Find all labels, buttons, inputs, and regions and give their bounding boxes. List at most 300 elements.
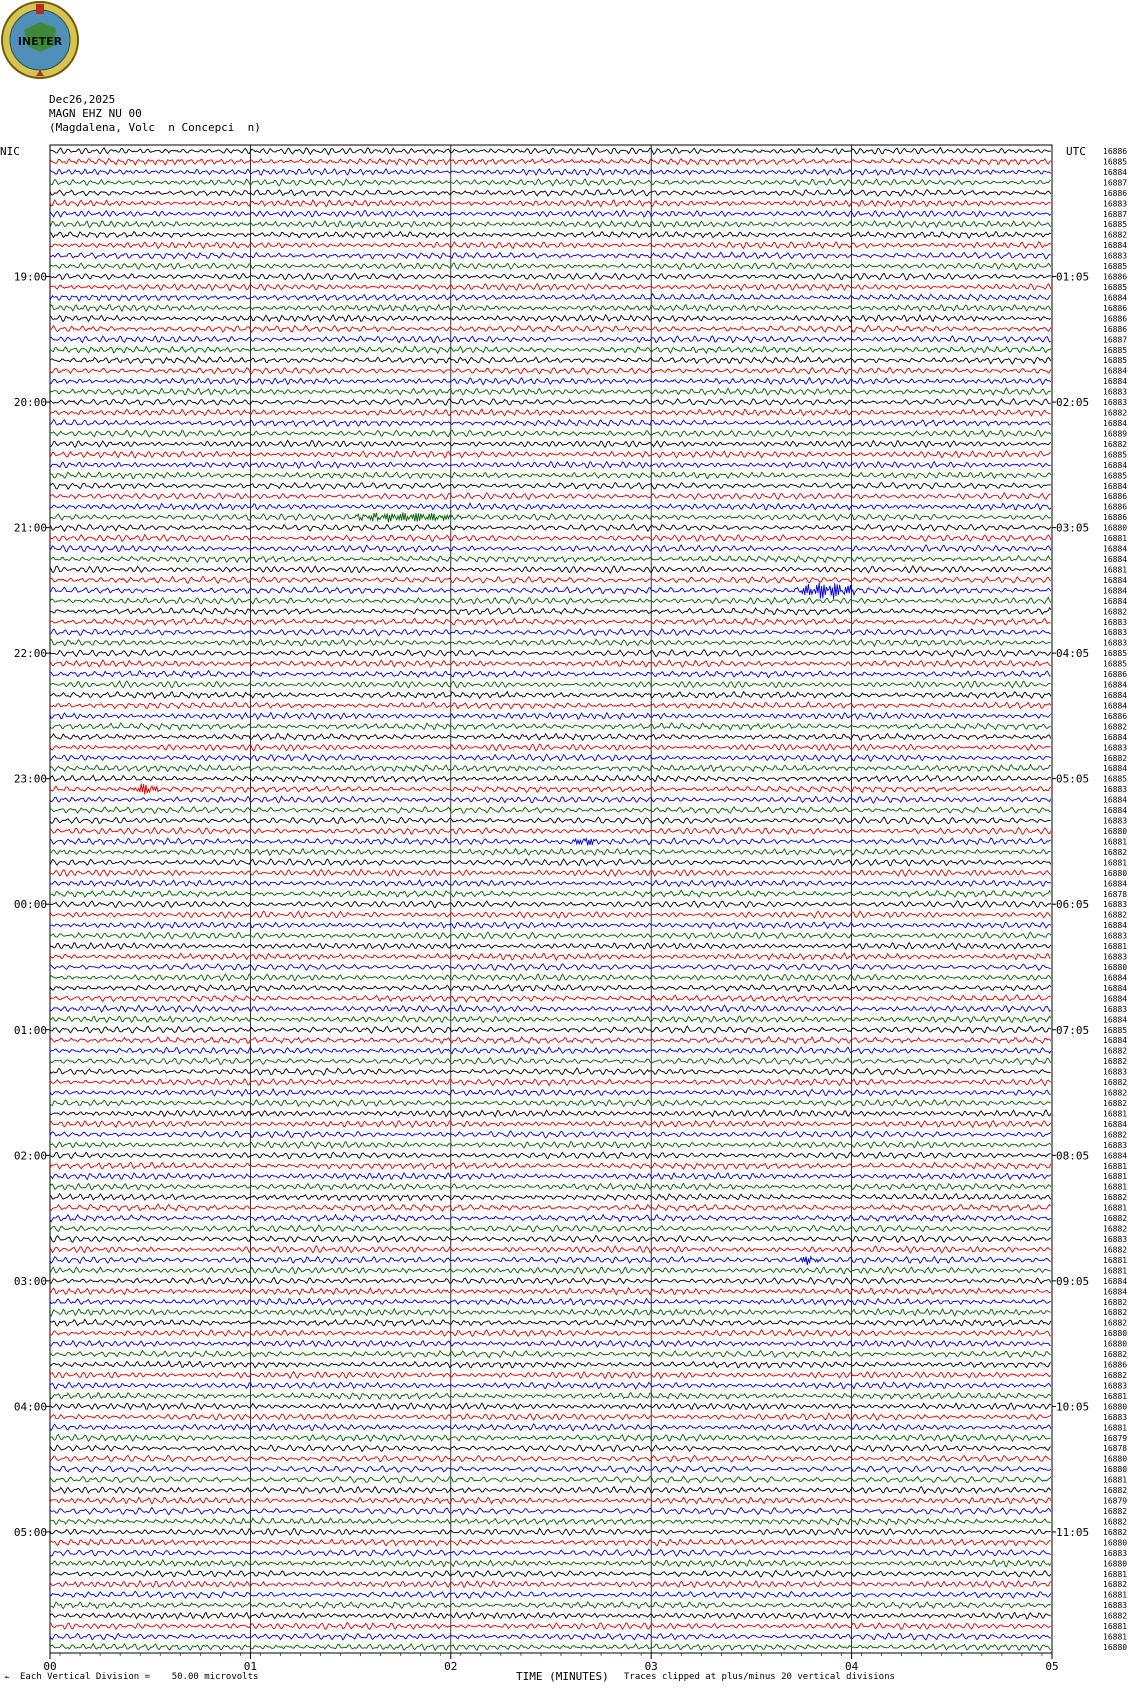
trace-line (50, 639, 1051, 646)
trace-value-label: 16882 (1103, 847, 1128, 857)
trace-value-label: 16882 (1103, 1130, 1128, 1140)
trace-line (50, 451, 1051, 458)
trace-value-label: 16881 (1103, 565, 1128, 575)
left-hour-label: 00:00 (13, 898, 47, 912)
trace-value-label: 16886 (1103, 314, 1128, 324)
trace-value-label: 16882 (1103, 1099, 1128, 1108)
trace-line (50, 1591, 1051, 1598)
trace-line (50, 1424, 1051, 1431)
trace-line (50, 583, 1051, 600)
location-label: (Magdalena, Volc n Concepci n) (49, 121, 261, 134)
scale-icon: ⌁ (4, 1673, 10, 1683)
trace-value-label: 16881 (1103, 1109, 1128, 1119)
trace-line (50, 922, 1051, 929)
trace-line (50, 828, 1051, 835)
trace-value-label: 16882 (1103, 910, 1128, 920)
trace-value-label: 16884 (1103, 481, 1128, 491)
trace-line (50, 179, 1051, 186)
trace-line (50, 1445, 1051, 1452)
trace-line (50, 1487, 1051, 1494)
trace-value-label: 16886 (1103, 188, 1128, 198)
trace-line (50, 1100, 1051, 1107)
trace-line (50, 784, 1051, 795)
trace-line (50, 305, 1051, 312)
trace-line (50, 1110, 1051, 1117)
trace-value-label: 16887 (1103, 209, 1128, 219)
trace-line (50, 1214, 1051, 1221)
station-label: MAGN EHZ NU 00 (49, 107, 142, 120)
right-hour-label: 04:05 (1056, 647, 1090, 661)
trace-line (50, 1152, 1051, 1159)
trace-line (50, 1434, 1051, 1441)
trace-line (50, 849, 1051, 856)
trace-line (50, 1026, 1051, 1033)
trace-line (50, 399, 1051, 406)
trace-value-label: 16883 (1103, 1548, 1128, 1558)
trace-value-label: 16882 (1103, 1224, 1128, 1234)
trace-value-label: 16884 (1103, 680, 1128, 690)
trace-line (50, 440, 1051, 447)
trace-value-label: 16880 (1103, 523, 1128, 533)
trace-value-label: 16885 (1103, 283, 1128, 292)
trace-line (50, 556, 1051, 563)
trace-value-label: 16881 (1103, 1622, 1128, 1632)
trace-value-label: 16884 (1103, 1151, 1128, 1161)
trace-line (50, 880, 1051, 887)
trace-value-label: 16883 (1103, 387, 1128, 397)
trace-line (50, 1361, 1051, 1368)
trace-line (50, 712, 1051, 719)
trace-value-label: 16883 (1103, 1140, 1128, 1150)
trace-value-label: 16880 (1103, 1643, 1128, 1652)
trace-value-label: 16885 (1103, 157, 1128, 167)
trace-line (50, 1298, 1051, 1305)
trace-value-label: 16881 (1103, 1475, 1128, 1485)
trace-line (50, 1058, 1051, 1065)
trace-line (50, 1549, 1051, 1556)
trace-line (50, 1162, 1051, 1169)
trace-value-label: 16880 (1103, 868, 1128, 878)
trace-value-label: 16884 (1103, 795, 1128, 805)
trace-line (50, 1225, 1051, 1232)
trace-line (50, 252, 1051, 259)
trace-line (50, 158, 1051, 165)
trace-value-label: 16886 (1103, 492, 1128, 502)
trace-line (50, 869, 1051, 876)
trace-value-label: 16881 (1103, 1569, 1128, 1579)
trace-line (50, 953, 1051, 960)
trace-line (50, 1392, 1051, 1399)
seismic-traces (50, 148, 1051, 1651)
left-hour-label: 22:00 (13, 647, 47, 661)
trace-line (50, 1037, 1051, 1044)
trace-value-label: 16882 (1103, 1350, 1128, 1360)
trace-line (50, 512, 1051, 522)
trace-line (50, 1330, 1051, 1337)
trace-value-label: 16882 (1103, 753, 1128, 763)
trace-line (50, 733, 1051, 740)
right-hour-label: 03:05 (1056, 521, 1090, 535)
trace-line (50, 723, 1051, 730)
trace-line (50, 1612, 1051, 1619)
trace-value-label: 16883 (1103, 1235, 1128, 1244)
trace-value-label: 16880 (1103, 1329, 1128, 1339)
trace-line (50, 1476, 1051, 1483)
trace-line (50, 660, 1051, 667)
trace-line (50, 1633, 1051, 1640)
left-hour-label: 20:00 (13, 396, 47, 410)
trace-value-label: 16884 (1103, 544, 1128, 554)
trace-value-label: 16883 (1103, 1381, 1128, 1391)
trace-value-label: 16885 (1103, 220, 1128, 230)
trace-line (50, 1288, 1051, 1295)
trace-value-label: 16882 (1103, 1580, 1128, 1590)
trace-line (50, 336, 1051, 343)
trace-line (50, 368, 1051, 374)
trace-value-label: 16880 (1103, 1454, 1128, 1464)
trace-value-label: 16881 (1103, 942, 1128, 952)
right-hour-label: 11:05 (1056, 1525, 1090, 1539)
trace-value-label: 16883 (1103, 628, 1128, 638)
trace-line (50, 1372, 1051, 1379)
trace-value-label: 16884 (1103, 691, 1128, 700)
trace-value-label: 16884 (1103, 879, 1128, 889)
right-hour-label: 07:05 (1056, 1023, 1090, 1037)
trace-value-label: 16882 (1103, 1245, 1128, 1255)
x-axis-title: TIME (MINUTES) (516, 1670, 609, 1683)
trace-line (50, 210, 1051, 217)
trace-line (50, 566, 1051, 573)
trace-line (50, 964, 1051, 971)
trace-line (50, 221, 1051, 228)
trace-line (50, 1068, 1051, 1075)
right-hour-label: 01:05 (1056, 270, 1090, 284)
trace-value-label: 16881 (1103, 1255, 1128, 1265)
trace-value-label: 16883 (1103, 785, 1128, 795)
trace-line (50, 1089, 1051, 1096)
trace-value-label: 16884 (1103, 701, 1128, 711)
trace-value-label: 16878 (1103, 889, 1128, 899)
trace-line (50, 744, 1051, 751)
trace-line (50, 671, 1051, 678)
trace-value-label: 16886 (1103, 272, 1128, 282)
trace-value-label: 16882 (1103, 230, 1128, 240)
trace-value-label: 16884 (1103, 377, 1128, 387)
svg-text:INETER: INETER (17, 35, 63, 48)
trace-line (50, 232, 1051, 239)
trace-value-label: 16882 (1103, 439, 1128, 449)
trace-line (50, 702, 1051, 709)
trace-value-label: 16884 (1103, 994, 1128, 1004)
trace-line (50, 325, 1051, 332)
trace-line (50, 1340, 1051, 1347)
trace-value-label: 16882 (1103, 1318, 1128, 1328)
trace-line (50, 1141, 1051, 1148)
trace-line (50, 796, 1051, 803)
trace-value-label: 16884 (1103, 1036, 1128, 1046)
trace-line (50, 1121, 1051, 1128)
trace-value-label: 16884 (1103, 366, 1128, 376)
trace-value-label: 16881 (1103, 1632, 1128, 1642)
trace-line (50, 1622, 1051, 1629)
x-tick-label: 03 (644, 1660, 658, 1673)
trace-line (50, 1173, 1051, 1180)
trace-value-label: 16885 (1103, 262, 1128, 272)
trace-line (50, 943, 1051, 950)
trace-value-label: 16884 (1103, 596, 1128, 606)
trace-value-label: 16884 (1103, 1119, 1128, 1129)
x-tick-label: 02 (444, 1660, 458, 1673)
trace-line (50, 189, 1051, 196)
trace-line (50, 535, 1051, 542)
trace-value-label: 16880 (1103, 827, 1128, 836)
trace-value-label: 16885 (1103, 345, 1128, 355)
trace-value-label: 16881 (1103, 534, 1128, 544)
trace-value-label: 16879 (1103, 1496, 1128, 1506)
x-tick-label: 00 (43, 1660, 57, 1673)
trace-line (50, 1382, 1051, 1389)
trace-line (50, 1560, 1051, 1567)
trace-value-label: 16883 (1103, 743, 1128, 753)
trace-line (50, 420, 1051, 427)
trace-line (50, 1246, 1051, 1253)
trace-line (50, 1319, 1051, 1326)
trace-value-label: 16884 (1103, 921, 1128, 931)
trace-value-label: 16886 (1103, 711, 1128, 721)
trace-line (50, 629, 1051, 636)
right-hour-label: 10:05 (1056, 1400, 1090, 1414)
trace-value-label: 16882 (1103, 1486, 1128, 1496)
trace-value-label: 16881 (1103, 1203, 1128, 1213)
trace-line (50, 1131, 1051, 1138)
trace-line (50, 315, 1051, 322)
trace-value-label: 16887 (1103, 178, 1128, 188)
trace-value-label: 16885 (1103, 649, 1128, 659)
trace-line (50, 817, 1051, 824)
trace-value-label: 16883 (1103, 931, 1128, 941)
left-hour-label: 21:00 (13, 521, 47, 535)
trace-value-label: 16885 (1103, 774, 1128, 784)
trace-line (50, 576, 1051, 583)
trace-value-label: 16886 (1103, 324, 1128, 334)
left-hour-label: 05:00 (13, 1525, 47, 1539)
trace-value-label: 16884 (1103, 806, 1128, 816)
trace-value-label: 16880 (1103, 1402, 1128, 1412)
trace-line (50, 294, 1051, 301)
trace-line (50, 1528, 1051, 1535)
trace-value-label: 16882 (1103, 1078, 1128, 1088)
trace-line (50, 378, 1051, 385)
trace-line (50, 545, 1051, 552)
trace-line (50, 995, 1051, 1002)
x-tick-label: 01 (243, 1660, 258, 1673)
trace-value-label: 16884 (1103, 1287, 1128, 1297)
trace-value-label: 16883 (1103, 1004, 1128, 1014)
trace-value-label: 16885 (1103, 450, 1128, 460)
trace-value-label: 16884 (1103, 732, 1128, 742)
trace-line (50, 890, 1051, 897)
right-hour-label: 08:05 (1056, 1149, 1090, 1163)
trace-line (50, 1602, 1051, 1609)
trace-line (50, 273, 1051, 280)
trace-line (50, 974, 1051, 981)
trace-value-label: 16884 (1103, 1276, 1128, 1286)
trace-line (50, 775, 1051, 782)
left-hour-label: 23:00 (13, 772, 47, 786)
trace-value-label: 16882 (1103, 1527, 1128, 1537)
trace-value-label: 16881 (1103, 858, 1128, 868)
trace-line (50, 692, 1051, 699)
trace-value-label: 16885 (1103, 471, 1128, 481)
trace-line (50, 1235, 1051, 1242)
trace-line (50, 472, 1051, 479)
trace-line (50, 1644, 1051, 1651)
trace-line (50, 1079, 1051, 1086)
trace-line (50, 608, 1051, 615)
trace-line (50, 1278, 1051, 1285)
left-hour-label: 02:00 (13, 1149, 47, 1163)
trace-value-label: 16878 (1103, 1444, 1128, 1454)
trace-value-label: 16882 (1103, 1088, 1128, 1098)
trace-value-label: 16885 (1103, 1025, 1128, 1035)
right-hour-label: 06:05 (1056, 898, 1090, 912)
left-axis-title: NIC (0, 145, 20, 158)
trace-value-label: 16882 (1103, 1297, 1128, 1307)
x-tick-label: 05 (1045, 1660, 1059, 1673)
trace-value-label: 16881 (1103, 837, 1128, 847)
trace-value-label: 16884 (1103, 1015, 1128, 1025)
right-hour-label: 02:05 (1056, 396, 1090, 410)
trace-line (50, 1507, 1051, 1514)
trace-value-label: 16882 (1103, 1193, 1128, 1203)
trace-line (50, 765, 1051, 772)
trace-value-label: 16886 (1103, 670, 1128, 680)
left-hour-label: 01:00 (13, 1023, 47, 1037)
trace-value-label: 16881 (1103, 1391, 1128, 1401)
trace-value-label: 16880 (1103, 1465, 1128, 1475)
trace-value-label: 16882 (1103, 1371, 1128, 1380)
trace-line (50, 618, 1051, 625)
x-tick-label: 04 (844, 1660, 859, 1673)
trace-value-label: 16880 (1103, 1559, 1128, 1569)
trace-value-label: 16882 (1103, 607, 1128, 617)
right-hour-label: 05:05 (1056, 772, 1090, 786)
trace-line (50, 1309, 1051, 1316)
clip-note: Traces clipped at plus/minus 20 vertical divisions (624, 1672, 895, 1682)
trace-value-label: 16883 (1103, 251, 1128, 261)
scale-note: Each Vertical Division = 50.00 microvolts (20, 1672, 259, 1682)
trace-value-label: 16884 (1103, 575, 1128, 585)
trace-line (50, 346, 1051, 353)
trace-line (50, 388, 1051, 395)
trace-value-label: 16883 (1103, 1412, 1128, 1422)
trace-value-label: 16882 (1103, 1214, 1128, 1224)
trace-value-label: 16881 (1103, 1182, 1128, 1192)
trace-line (50, 524, 1051, 531)
trace-value-label: 16885 (1103, 356, 1128, 366)
trace-value-label: 16883 (1103, 1601, 1128, 1611)
trace-value-label: 16883 (1103, 199, 1128, 209)
trace-line (50, 859, 1051, 866)
trace-value-label: 16883 (1103, 1067, 1128, 1077)
trace-value-label: 16882 (1103, 1057, 1128, 1067)
trace-line (50, 1570, 1051, 1577)
trace-line (50, 1257, 1051, 1265)
trace-line (50, 1497, 1051, 1503)
axis-labels (0, 145, 1127, 1673)
trace-line (50, 169, 1051, 176)
left-hour-label: 03:00 (13, 1274, 47, 1288)
trace-value-label: 16883 (1103, 816, 1128, 826)
trace-value-label: 16884 (1103, 293, 1128, 303)
trace-line (50, 503, 1051, 510)
trace-value-label: 16883 (1103, 638, 1128, 648)
trace-value-label: 16882 (1103, 1507, 1128, 1516)
right-hour-label: 09:05 (1056, 1274, 1090, 1288)
trace-value-label: 16882 (1103, 722, 1128, 732)
trace-line (50, 1194, 1051, 1201)
trace-value-label: 16881 (1103, 1423, 1128, 1433)
trace-value-label: 16884 (1103, 460, 1128, 470)
trace-value-label: 16883 (1103, 617, 1128, 627)
trace-value-label: 16881 (1103, 1172, 1128, 1182)
trace-value-label: 16883 (1103, 900, 1128, 910)
trace-value-label: 16885 (1103, 659, 1128, 669)
left-hour-label: 04:00 (13, 1400, 47, 1414)
trace-line (50, 1466, 1051, 1473)
trace-value-label: 16884 (1103, 241, 1128, 251)
trace-line (50, 1455, 1051, 1462)
left-hour-label: 19:00 (13, 270, 47, 284)
trace-value-label: 16883 (1103, 952, 1128, 962)
date-label: Dec26,2025 (49, 93, 116, 106)
trace-value-label: 16880 (1103, 1339, 1128, 1349)
trace-line (50, 1413, 1051, 1420)
trace-line (50, 932, 1051, 939)
trace-line (50, 1005, 1051, 1012)
trace-line (50, 148, 1051, 155)
trace-value-label: 16886 (1103, 1360, 1128, 1370)
trace-line (50, 1350, 1051, 1357)
trace-line (50, 1183, 1051, 1190)
trace-line (50, 430, 1051, 437)
trace-line (50, 597, 1051, 604)
trace-line (50, 754, 1051, 761)
trace-line (50, 1581, 1051, 1588)
trace-line (50, 911, 1051, 918)
trace-value-label: 16884 (1103, 983, 1128, 993)
trace-value-label: 16889 (1103, 429, 1128, 439)
trace-value-label: 16881 (1103, 1590, 1128, 1600)
trace-line (50, 985, 1051, 992)
trace-line (50, 1518, 1051, 1525)
trace-value-label: 16880 (1103, 1538, 1128, 1548)
trace-line (50, 357, 1051, 364)
trace-line (50, 462, 1051, 469)
trace-value-label: 16887 (1103, 335, 1128, 345)
trace-value-label: 16886 (1103, 513, 1128, 523)
trace-line (50, 1047, 1051, 1054)
trace-value-label: 16883 (1103, 398, 1128, 408)
trace-line (50, 284, 1051, 291)
trace-value-label: 16884 (1103, 586, 1128, 596)
trace-value-label: 16884 (1103, 764, 1128, 774)
trace-value-label: 16886 (1103, 303, 1128, 313)
trace-line (50, 681, 1051, 688)
trace-line (50, 242, 1051, 249)
trace-value-label: 16881 (1103, 1266, 1128, 1276)
trace-line (50, 650, 1051, 657)
